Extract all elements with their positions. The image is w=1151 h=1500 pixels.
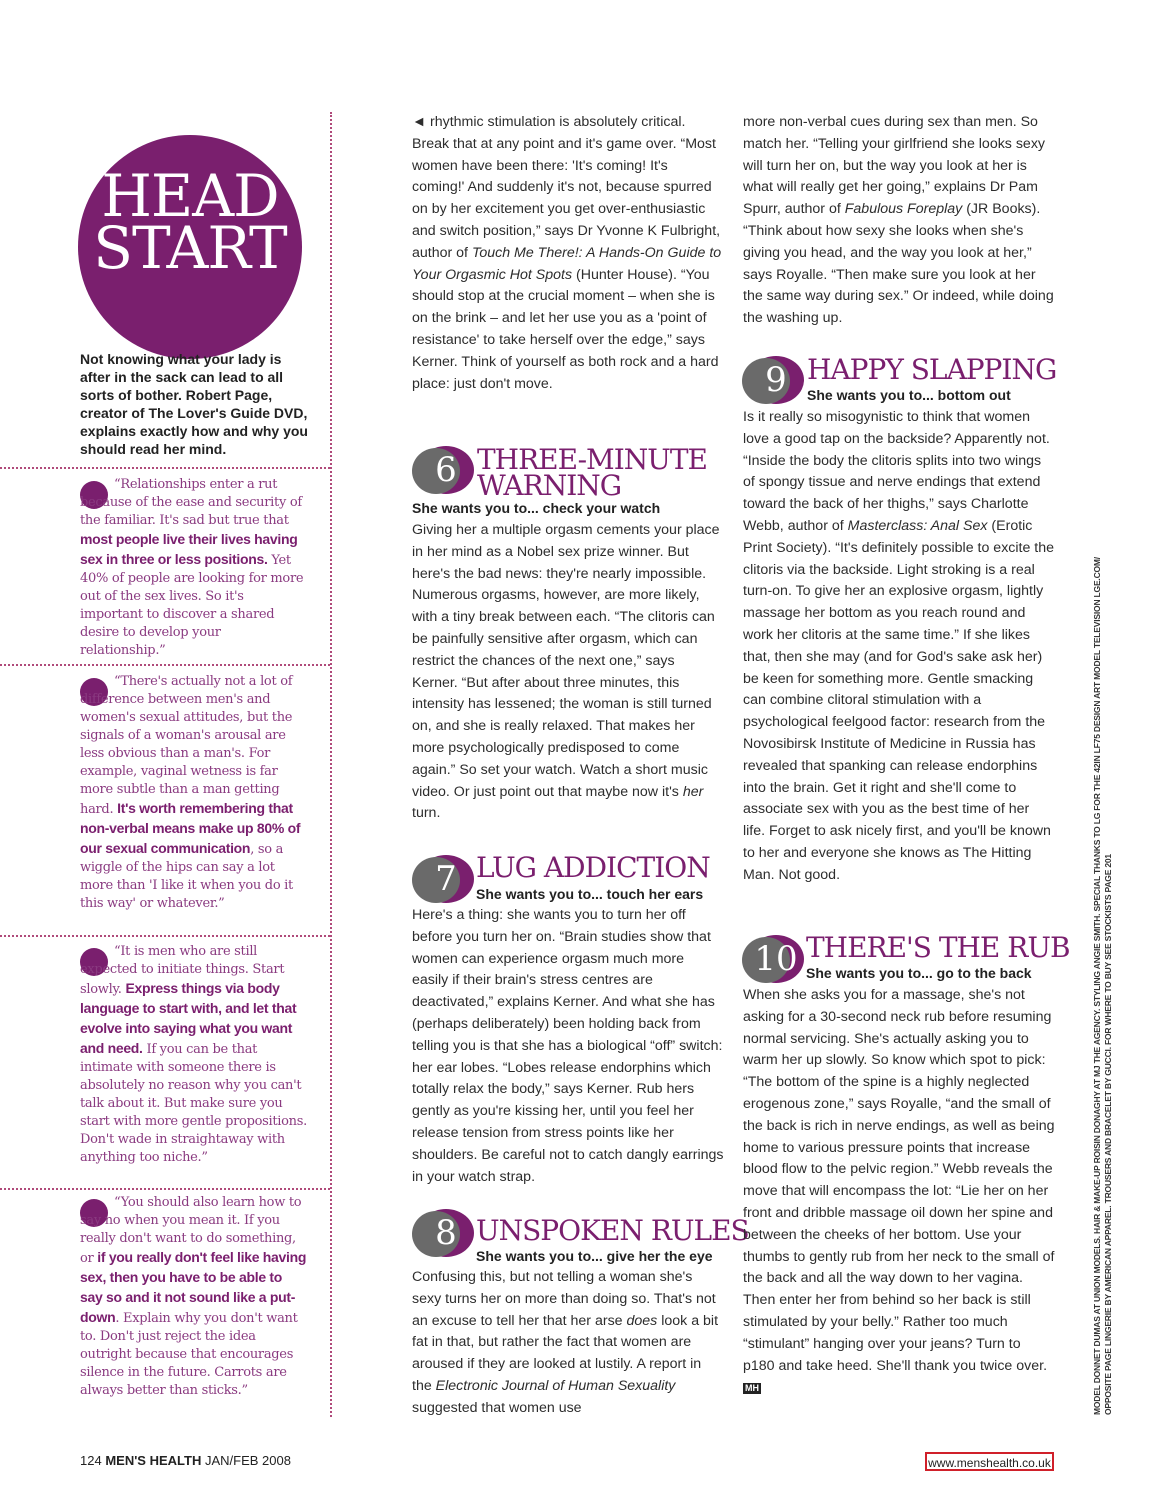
divider [0,1188,330,1190]
section-6-body: Giving her a multiple orgasm cements your place in her mind as a Nobel sex prize winner. But here's the bad news: they're nearly impossible. Numerous orgasms, however, are more likely, with a tiny break between each. “The clitoris can be painfully sensitive after orgasm, which can restrict the chances of the next one,” says Kerner. “But after about three minutes, this intensity has lessened; the woman is still turned on, and she is really relaxed. That makes her more psychologically predisposed to come again.” So set your watch. Watch a short music video. Or just point out that maybe now it's her turn. [412,522,720,822]
section-10-subtitle: She wants you to... go to the back [806,965,1032,981]
section-10-number: 10 [748,935,804,983]
quote-2: “There's actually not a lot of difference between men's and women's sexual attitudes, but the signals of a woman's arousal are less obvious than a man's. For example, vaginal wetness is far more subtle than a man getting hard. It's worth remembering that non-verbal means make up 80% of our sexual communication, so a wiggle of the hips can say a lot more than 'I like it when you do it this way' or whatever.” [80,674,301,911]
magazine-name: MEN'S HEALTH [105,1453,202,1468]
section-7-number: 7 [418,855,474,903]
quote-1: “Relationships enter a rut because of the ease and security of the familiar. It's sad but true that most people live their lives having sex in three or less positions. Yet 40% of people are looking for more out of the sex lives. So it's important to discover a shared desire to develop your relationship.” [80,477,304,658]
end-mark: MH [745,1383,759,1394]
sidebar-intro: Not knowing what your lady is after in the sack can lead to all sorts of bother. Robert Page, creator of The Lover's Guide DVD, explains exactly how and why you should read her mind. [80,351,308,457]
quote-3: “It is men who are still expected to initiate things. Start slowly. Express things via body language to start with, and let that evolve into saying what you want and need. If you can be that intimate with someone there is absolutely no reason why you can't talk about it. But make sure you start with more gentle propositions. Don't wade in straightaway with anything too niche.” [80,944,307,1165]
website-link[interactable]: www.menshealth.co.uk [925,1452,1054,1471]
section-8-title: UNSPOKEN RULES [476,1214,749,1247]
section-9-subtitle: She wants you to... bottom out [807,387,1011,403]
section-7-subtitle: She wants you to... touch her ears [476,886,704,902]
title-line-1: HEAD [101,162,279,230]
section-9-number: 9 [748,356,804,404]
section-7-title: LUG ADDICTION [476,851,710,884]
section-8-subtitle: She wants you to... give her the eye [476,1248,713,1264]
section-10-body: When she asks you for a massage, she's not asking for a 30-second neck rub before resuming normal servicing. She's actually asking you to warm her up slowly. So know which spot to pick: “The bottom of the spine is a highly neglected erogenous zone,” says Royalle, “and the small of the back is rich in nerve endings, as well as being home to various pressure points that increase blood flow to the pelvic region.” Webb reveals the move that will encompass the lot: “Lie her on her front and dribble massage oil down her spine and between the cheeks of her bottom. Use your thumbs to gently rub from her neck to the small of the back and all the way down to her vagina. Then enter her from behind so her back is still stimulated by your belly.” Rather too much “stimulant” hanging over your jeans? Turn to p180 and take heed. She'll thank you twice over. MH [743,987,1055,1394]
divider [0,467,330,469]
section-6-number: 6 [418,446,474,494]
page-footer [80,1453,291,1468]
section-7-body: Here's a thing: she wants you to turn her off before you turn her on. “Brain studies show that women can experience orgasm much more easily if their brain's stress centres are deactivated,” explains Kerner. And what she has (perhaps deliberately) been holding back from telling you is that she has a biological “off” switch: her ear lobes. “Lobes release endorphins which totally relax the body,” says Kerner. Rub hers gently as you're kissing her, until you feel her release tension from stress points like her shoulders. Be careful not to catch dangly earrings in your watch strap. [412,907,724,1185]
page-number: 124 [80,1453,102,1468]
divider [0,664,330,666]
photo-credits: MODEL DONNET DUMAS AT UNION MODELS. HAIR & MAKE-UP ROISIN DONAGHY AT MJ THE AGENCY. STYLING ANGIE SMITH. SPECIAL THANKS TO LG FOR THE 42IN LF75 DESIGN ART MODEL TELEVISION LGE.COM/ OPPOSITE PAGE LINGERIE BY AMERICAN APPAREL. TROUSERS AND BRACELET BY GUCCI. FOR WHERE TO BUY SEE STOCKISTS PAGE 201 [1092,557,1113,1415]
section-8-number: 8 [418,1209,474,1257]
col2-intro: more non-verbal cues during sex than men. So match her. “Telling your girlfriend she looks sexy will turn her on, but the way you look at her is what will really get her going,” explains Dr Pam Spurr, author of Fabulous Foreplay (JR Books). “Think about how sexy she looks when she's giving you head, and the way you look at her,” says Royalle. “Then make sure you look at her the same way during sex.” Or indeed, while doing the washing up. [743,114,1054,327]
section-6-title: THREE-MINUTE WARNING [477,443,707,502]
section-9-title: HAPPY SLAPPING [807,353,1057,386]
sidebar-title [78,162,302,282]
quote-4: “You should also learn how to say no when you mean it. If you really don't want to do something, or if you really don't feel like having sex, then you have to be able to say so and it not sound like a put-down. Explain why you don't want to. Don't just reject the idea outright because that encourages silence in the future. Carrots are always better than sticks.” [80,1195,307,1398]
col1-intro: ◄ rhythmic stimulation is absolutely critical. Break that at any point and it's game over. “Most women have been there: 'It's coming! It's coming!' And suddenly it's not, because spurred on by her excitement you get over-enthusiastic and switch position,” says Dr Yvonne K Fulbright, author of Touch Me There!: A Hands-On Guide to Your Orgasmic Hot Spots (Hunter House). “You should stop at the crucial moment – when she is on the brink – and let her use you as a 'point of resistance' to take herself over the edge,” says Kerner. Think of yourself as both rock and a hard place: just don't move. [412,114,722,392]
section-8-body: Confusing this, but not telling a woman she's sexy turns her on more than doing so. That's not an excuse to tell her that her arse does look a bit fat in that, but rather the fact that women are aroused if they are looked at lustily. A report in the Electronic Journal of Human Sexuality suggested that women use [412,1269,719,1416]
issue-date: JAN/FEB 2008 [204,1453,291,1468]
section-10-title: THERE'S THE RUB [806,931,1070,964]
divider [0,935,330,937]
section-9-body: Is it really so misogynistic to think that women love a good tap on the backside? Apparently not. “Inside the body the clitoris splits into two wings of spongy tissue and nerve endings that extend toward the back of her thighs,” says Charlotte Webb, author of Masterclass: Anal Sex (Erotic Print Society). “It's definitely possible to excite the clitoris via the backside. Light stroking is a real turn-on. To give her an explosive orgasm, lightly massage her bottom as you reach round and work her clitoris at the same time.” If she likes that, then she may (and for God's sake ask her) be keen for something more. Gentle smacking can combine clitoral stimulation with a psychological feelgood factor: research from the Novosibirsk Institute of Medicine in Russia has revealed that spanking can release endorphins into the brain. Get it right and she'll come to associate sex with you as the best time of her life. Forget to ask nicely first, and you'll be known to her and everyone she knows as The Hitting Man. Not good. [743,409,1055,883]
section-6-subtitle: She wants you to... check your watch [412,500,661,516]
title-line-2: START [93,214,287,282]
